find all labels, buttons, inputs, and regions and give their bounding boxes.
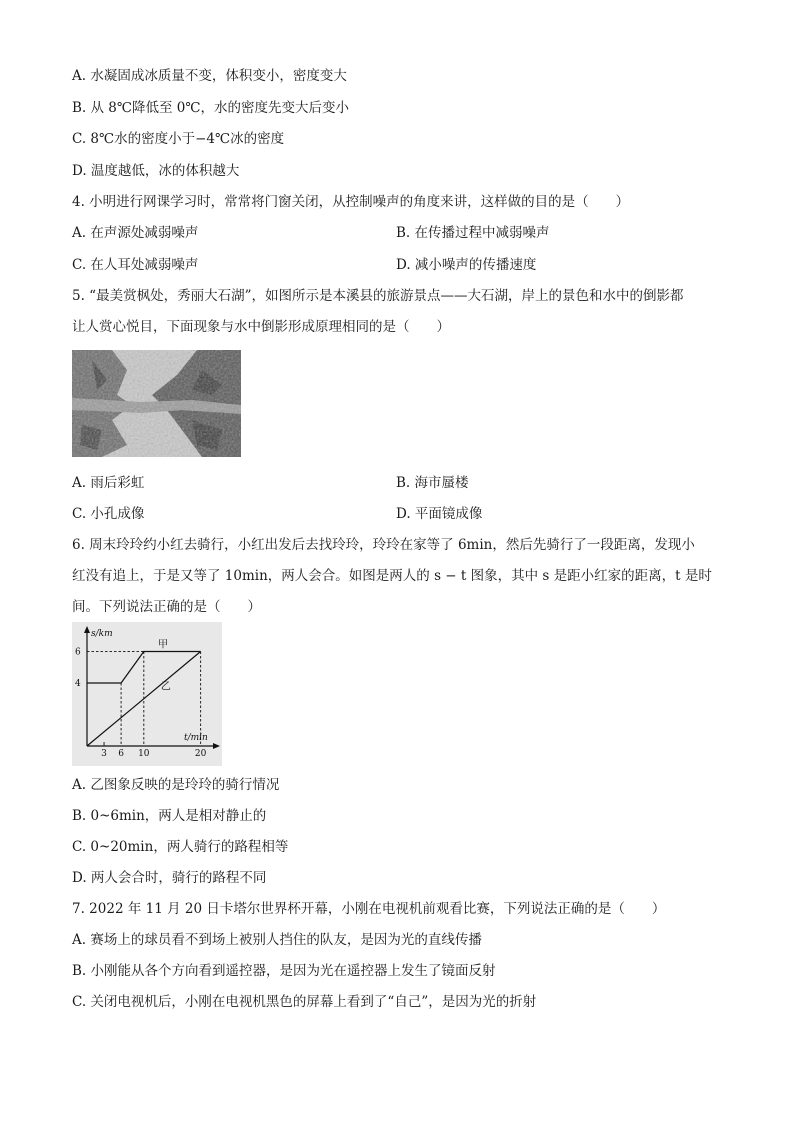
s-t-graph — [72, 622, 222, 766]
y-tick-label: 6 — [75, 647, 81, 658]
x-tick-label: 10 — [138, 749, 150, 759]
y-axis-arrow — [84, 626, 90, 633]
q5-stem-line1: 5. “最美赏枫处，秀丽大石湖”，如图所示是本溪县的旅游景点——大石湖，岸上的景色和水中的倒影都 — [72, 288, 684, 304]
x-axis-label: t/min — [184, 733, 208, 743]
lake-photo — [72, 350, 241, 457]
q6-option-a: A. 乙图象反映的是玲玲的骑行情况 — [72, 777, 280, 793]
q3-option-b: B. 从 8℃降低至 0℃，水的密度先变大后变小 — [72, 100, 349, 116]
q6-option-c: C. 0~20min，两人骑行的路程相等 — [72, 839, 289, 855]
q6-stem-line3: 间。下列说法正确的是（ ） — [72, 599, 261, 615]
series-label-2: 乙 — [160, 681, 171, 693]
x-tick-label: 6 — [118, 749, 124, 759]
q4-option-d: D. 减小噪声的传播速度 — [396, 257, 537, 273]
q7-stem: 7. 2022 年 11 月 20 日卡塔尔世界杯开幕，小刚在电视机前观看比赛，下列说法正确的是（ ） — [72, 901, 666, 917]
y-axis-label: s/km — [91, 629, 113, 639]
q7-option-b: B. 小刚能从各个方向看到遥控器，是因为光在遥控器上发生了镜面反射 — [72, 963, 496, 979]
x-axis-arrow — [213, 743, 220, 749]
q6-stem-line2: 红没有追上，于是又等了 10min，两人会合。如图是两人的 s − t 图象，其中 s 是距小红家的距离，t 是时 — [72, 568, 712, 584]
x-tick-label: 3 — [101, 749, 107, 759]
q5-option-c: C. 小孔成像 — [72, 506, 145, 522]
q4-option-c: C. 在人耳处减弱噪声 — [72, 257, 199, 273]
q7-option-a: A. 赛场上的球员看不到场上被别人挡住的队友，是因为光的直线传播 — [72, 932, 482, 948]
y-tick-label: 4 — [75, 678, 81, 689]
s-t-graph-svg — [72, 622, 222, 766]
x-tick-label: 20 — [194, 749, 207, 759]
q3-option-d: D. 温度越低，冰的体积越大 — [72, 163, 240, 179]
q5-stem-line2: 让人赏心悦目，下面现象与水中倒影形成原理相同的是（ ） — [72, 319, 450, 335]
q6-option-d: D. 两人会合时，骑行的路程不同 — [72, 870, 267, 886]
q6-stem-line1: 6. 周末玲玲约小红去骑行，小红出发后去找玲玲，玲玲在家等了 6min，然后先骑行了一段距离，发现小 — [72, 537, 695, 553]
q5-option-b: B. 海市蜃楼 — [396, 475, 469, 491]
q5-option-a: A. 雨后彩虹 — [72, 475, 145, 491]
q4-option-b: B. 在传播过程中减弱噪声 — [396, 225, 550, 241]
q7-option-c: C. 关闭电视机后，小刚在电视机黑色的屏幕上看到了“自己”，是因为光的折射 — [72, 994, 537, 1010]
series-label-1: 甲 — [158, 639, 169, 651]
q4-option-a: A. 在声源处减弱噪声 — [72, 225, 199, 241]
q3-option-c: C. 8℃水的密度小于−4℃冰的密度 — [72, 131, 285, 147]
q5-option-d: D. 平面镜成像 — [396, 506, 483, 522]
q4-stem: 4. 小明进行网课学习时，常常将门窗关闭，从控制噪声的角度来讲，这样做的目的是（ ） — [72, 194, 630, 210]
q3-option-a: A. 水凝固成冰质量不变，体积变小，密度变大 — [72, 68, 347, 84]
q6-option-b: B. 0~6min，两人是相对静止的 — [72, 808, 267, 824]
